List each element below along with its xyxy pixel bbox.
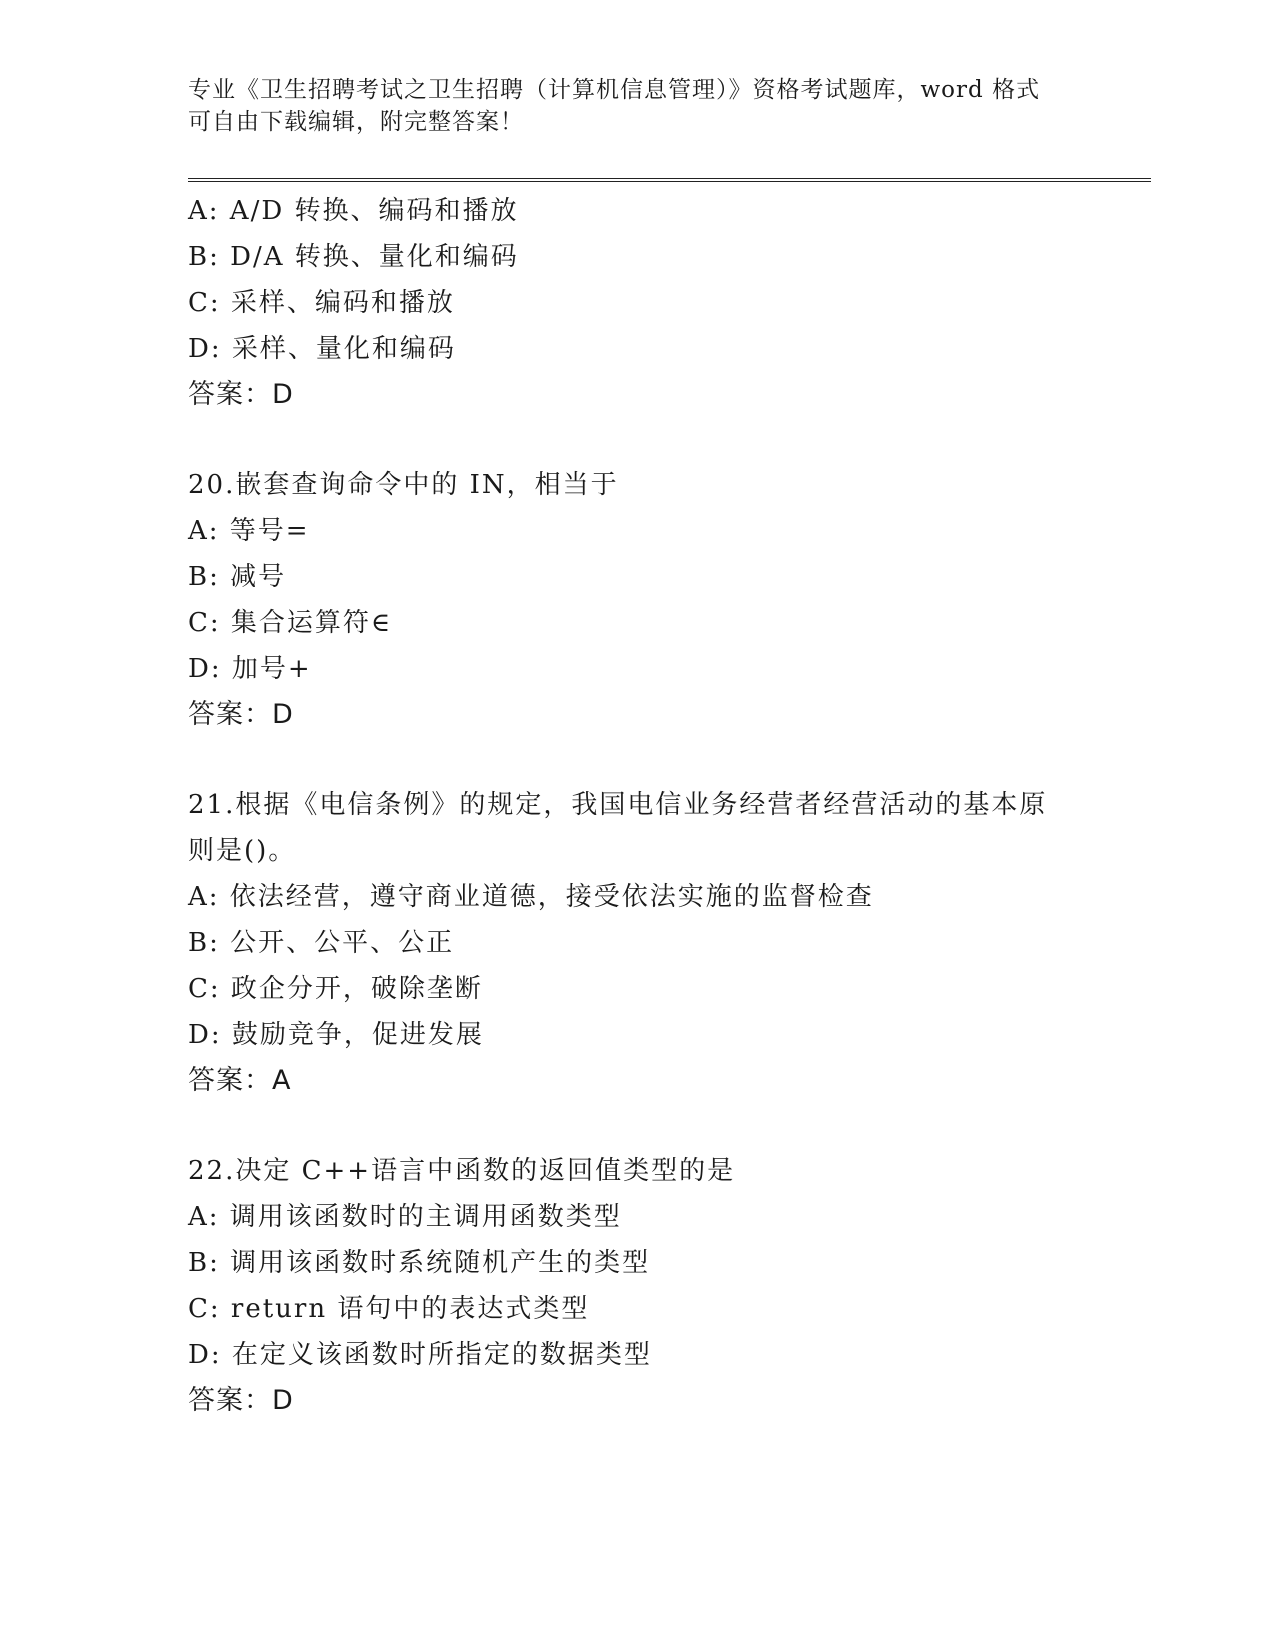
option-c: C: 采样、编码和播放 [188, 288, 455, 318]
option-d: D: 采样、量化和编码 [188, 334, 456, 364]
option-b: B: 调用该函数时系统随机产生的类型 [188, 1248, 651, 1278]
question-block [188, 188, 1118, 418]
block-spacer [188, 1104, 1118, 1148]
option-b: B: 减号 [188, 562, 287, 592]
option-d: D: 加号+ [188, 654, 312, 684]
question-text: 20.嵌套查询命令中的 IN，相当于 [188, 470, 619, 500]
question-text-line-1: 21.根据《电信条例》的规定，我国电信业务经营者经营活动的基本原 [188, 790, 1048, 820]
option-b: B: D/A 转换、量化和编码 [188, 242, 519, 272]
question-list [188, 188, 1118, 1424]
option-a: A: A/D 转换、编码和播放 [188, 196, 519, 226]
option-b: B: 公开、公平、公正 [188, 928, 455, 958]
option-a: A: 等号= [188, 516, 310, 546]
block-spacer [188, 418, 1118, 462]
answer-text: 答案：D [188, 1385, 294, 1416]
option-c: C: 集合运算符∈ [188, 608, 393, 638]
question-block [188, 462, 1118, 738]
header-line-1: 专业《卫生招聘考试之卫生招聘（计算机信息管理）》资格考试题库，word 格式 [188, 77, 1041, 103]
option-d: D: 鼓励竞争，促进发展 [188, 1020, 484, 1050]
answer-text: 答案：A [188, 1065, 292, 1096]
document-header [188, 74, 1068, 138]
answer-text: 答案：D [188, 699, 294, 730]
question-block [188, 782, 1118, 1104]
question-text: 22.决定 C++语言中函数的返回值类型的是 [188, 1156, 736, 1186]
option-d: D: 在定义该函数时所指定的数据类型 [188, 1340, 652, 1370]
option-c: C: return 语句中的表达式类型 [188, 1294, 590, 1324]
question-block [188, 1148, 1118, 1424]
question-text-line-2: 则是()。 [188, 836, 297, 866]
answer-text: 答案：D [188, 379, 294, 410]
option-a: A: 调用该函数时的主调用函数类型 [188, 1202, 622, 1232]
option-c: C: 政企分开，破除垄断 [188, 974, 483, 1004]
option-a: A: 依法经营，遵守商业道德，接受依法实施的监督检查 [188, 882, 874, 912]
header-line-2: 可自由下载编辑，附完整答案！ [188, 109, 524, 135]
header-divider [188, 178, 1151, 182]
block-spacer [188, 738, 1118, 782]
